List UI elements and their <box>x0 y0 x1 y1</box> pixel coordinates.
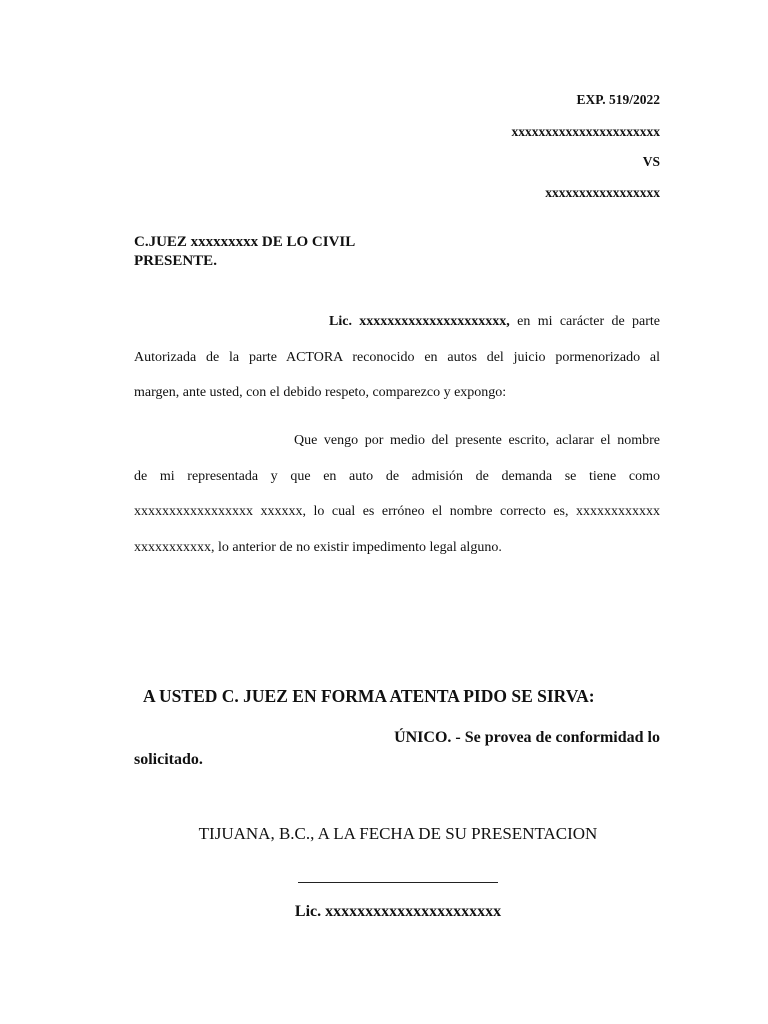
paragraph2-line1: Que vengo por medio del presente escrito, aclarar el nombre <box>294 433 660 448</box>
versus-label: VS <box>642 154 660 169</box>
paragraph2-line2: de mi representada y que en auto de admisión de demanda se tiene como <box>134 468 660 484</box>
unico-line2: solicitado. <box>134 751 203 768</box>
signature-line <box>298 866 498 883</box>
paragraph2-line4: xxxxxxxxxxx, lo anterior de no existir impedimento legal alguno. <box>134 539 502 555</box>
paragraph2-line3: xxxxxxxxxxxxxxxxx xxxxxx, lo cual es erróneo el nombre correcto es, xxxxxxxxxxxx <box>134 504 660 519</box>
signer-name: Lic. xxxxxxxxxxxxxxxxxxxxxx <box>294 903 502 920</box>
paragraph1-line1-text: en mi carácter de parte <box>509 314 660 329</box>
paragraph-introduction <box>134 304 660 411</box>
addressee-judge: C.JUEZ xxxxxxxxx DE LO CIVIL <box>134 234 356 250</box>
paragraph1-line2: Autorizada de la parte ACTORA reconocido en autos del juicio pormenorizado al <box>134 349 660 365</box>
unico-line1 <box>134 727 660 749</box>
actor-party: xxxxxxxxxxxxxxxxxxxxxx <box>511 124 660 139</box>
defendant-party: xxxxxxxxxxxxxxxxx <box>545 185 660 200</box>
place-date: TIJUANA, B.C., A LA FECHA DE SU PRESENTACION <box>198 824 598 843</box>
addressee-presente: PRESENTE. <box>134 253 217 269</box>
attorney-name: Lic. xxxxxxxxxxxxxxxxxxxxx, <box>329 314 510 329</box>
unico-text: - Se provea de conformidad lo <box>451 729 660 746</box>
paragraph1-line3: margen, ante usted, con el debido respeto, comparezco y expongo: <box>134 385 507 400</box>
paragraph1-line1 <box>134 304 660 340</box>
unico-label: ÚNICO. <box>394 729 452 746</box>
addressee-block <box>134 233 355 271</box>
request-heading: A USTED C. JUEZ EN FORMA ATENTA PIDO SE SIRVA: <box>143 686 595 706</box>
request-unico <box>134 727 660 771</box>
paragraph-statement <box>134 423 660 565</box>
case-number: EXP. 519/2022 <box>576 92 660 107</box>
